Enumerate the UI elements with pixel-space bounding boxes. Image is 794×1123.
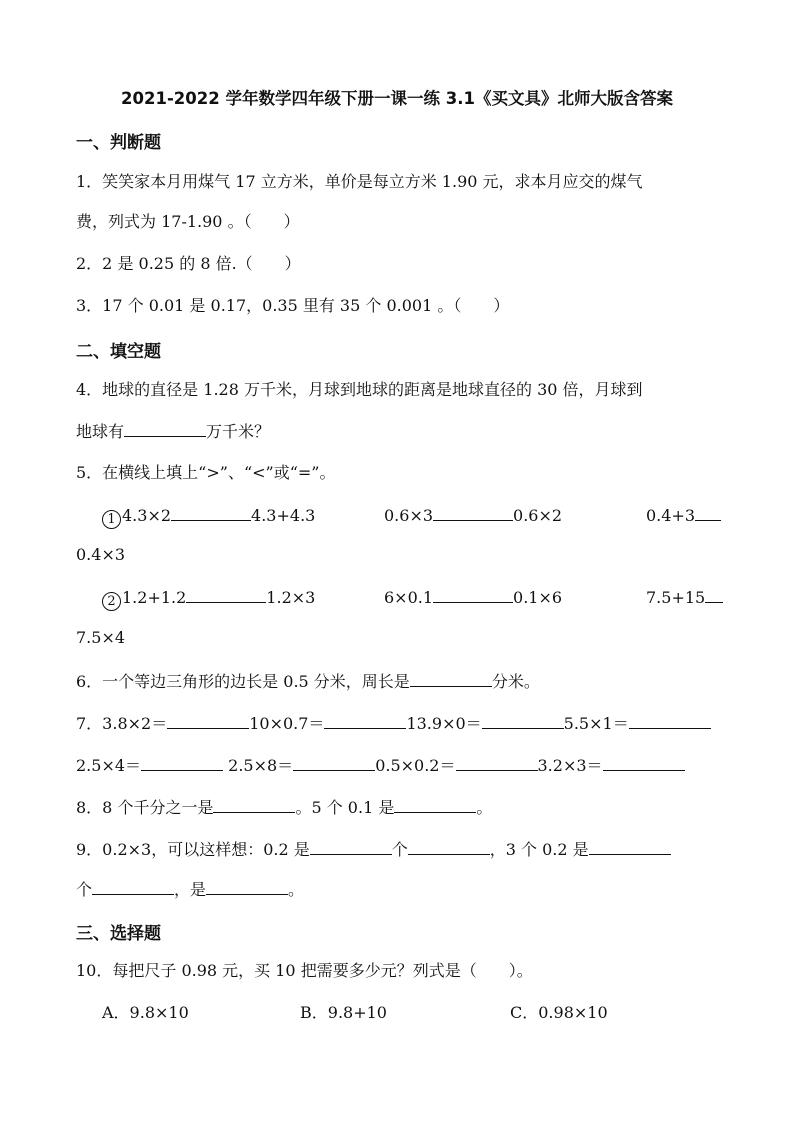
answer-blank[interactable] [206, 878, 288, 895]
q5-row1-item-c-continued: 0.4×3 [76, 545, 126, 564]
expression: 1.2+1.2 [122, 588, 187, 607]
answer-blank[interactable] [167, 712, 249, 729]
q5-row1-item-c [646, 504, 721, 526]
expression: 7.5+15 [646, 588, 706, 607]
answer-blank[interactable] [433, 586, 513, 603]
expression: 0.6×2 [513, 506, 563, 525]
expression: 0.1×6 [513, 588, 563, 607]
question-4-text-a: 地球有 [76, 422, 125, 441]
answer-blank[interactable] [705, 586, 723, 603]
question-9-text-c: ，3 个 0.2 是 [489, 840, 589, 859]
answer-blank[interactable] [410, 670, 492, 687]
question-4-line-2 [76, 420, 270, 442]
expression: 0.5×0.2＝ [375, 756, 456, 775]
q5-row2-item-a [102, 586, 315, 611]
question-5-intro: 5．在横线上填上“>”、“<”或“=”。 [76, 463, 336, 482]
question-4-text-b: 万千米？ [206, 422, 271, 441]
expression: 0.6×3 [384, 506, 434, 525]
question-2: 2．2 是 0.25 的 8 倍.（ ） [76, 254, 301, 273]
choice-option-a[interactable]: A．9.8×10 [102, 1003, 189, 1022]
question-7-row-1 [76, 712, 711, 734]
section-heading-fill-blank: 二、填空题 [76, 342, 161, 362]
question-6-text-a: 6．一个等边三角形的边长是 0.5 分米，周长是 [76, 672, 410, 691]
expression: 6×0.1 [384, 588, 434, 607]
question-9-line-1 [76, 838, 671, 860]
choice-option-c[interactable]: C．0.98×10 [510, 1003, 608, 1022]
question-9-text-e: ，是 [174, 880, 207, 899]
answer-blank[interactable] [124, 420, 206, 437]
question-4-line-1: 4．地球的直径是 1.28 万千米，月球到地球的距离是地球直径的 30 倍，月球到 [76, 380, 643, 399]
answer-blank[interactable] [482, 712, 564, 729]
q5-row2-item-c-continued: 7.5×4 [76, 628, 126, 647]
question-8-text-c: 。 [476, 798, 493, 817]
expression: 0.4+3 [646, 506, 696, 525]
q5-row1-item-a [102, 504, 315, 529]
answer-blank[interactable] [171, 504, 251, 521]
expression: 2.5×4＝ [76, 756, 142, 775]
page-title: 2021-2022 学年数学四年级下册一课一练 3.1《买文具》北师大版含答案 [121, 89, 673, 108]
question-9-text-f: 。 [288, 880, 305, 899]
expression: 4.3×2 [122, 506, 172, 525]
expression: 1.2×3 [266, 588, 316, 607]
answer-blank[interactable] [629, 712, 711, 729]
answer-blank[interactable] [324, 712, 406, 729]
answer-blank[interactable] [433, 504, 513, 521]
q5-row1-item-b [384, 504, 562, 526]
q5-row2-item-c [646, 586, 723, 608]
question-8-text-a: 8．8 个千分之一是 [76, 798, 214, 817]
choice-option-b[interactable]: B．9.8+10 [300, 1003, 387, 1022]
answer-blank[interactable] [589, 838, 671, 855]
expression: 10×0.7＝ [249, 714, 325, 733]
question-9-line-2 [76, 878, 304, 900]
expression: 5.5×1＝ [563, 714, 629, 733]
answer-blank[interactable] [92, 878, 174, 895]
expression: 7．3.8×2＝ [76, 714, 168, 733]
answer-blank[interactable] [310, 838, 392, 855]
question-1-line-2: 费，列式为 17-1.90 。（ ） [76, 212, 300, 231]
expression: 4.3+4.3 [251, 506, 316, 525]
section-heading-choice: 三、选择题 [76, 924, 161, 944]
question-7-row-2 [76, 754, 685, 776]
question-3: 3．17 个 0.01 是 0.17，0.35 里有 35 个 0.001 。（ ） [76, 296, 510, 315]
circled-number-1: 1 [102, 510, 121, 529]
answer-blank[interactable] [293, 754, 375, 771]
question-9-text-b: 个 [391, 840, 408, 859]
q5-row2-item-b [384, 586, 562, 608]
question-6-text-b: 分米。 [491, 672, 540, 691]
expression: 2.5×8＝ [228, 756, 294, 775]
answer-blank[interactable] [695, 504, 721, 521]
question-9-text-d: 个 [76, 880, 93, 899]
answer-blank[interactable] [408, 838, 490, 855]
answer-blank[interactable] [394, 796, 476, 813]
circled-number-2: 2 [102, 592, 121, 611]
answer-blank[interactable] [186, 586, 266, 603]
question-1-line-1: 1．笑笑家本月用煤气 17 立方米，单价是每立方米 1.90 元，求本月应交的煤气 [76, 172, 643, 191]
answer-blank[interactable] [141, 754, 223, 771]
section-heading-judgement: 一、判断题 [76, 133, 161, 153]
question-9-text-a: 9．0.2×3，可以这样想：0.2 是 [76, 840, 310, 859]
question-8-text-b: 。5 个 0.1 是 [295, 798, 395, 817]
expression: 13.9×0＝ [406, 714, 482, 733]
answer-blank[interactable] [456, 754, 538, 771]
expression: 3.2×3＝ [537, 756, 603, 775]
answer-blank[interactable] [603, 754, 685, 771]
question-6 [76, 670, 540, 692]
question-10-stem: 10．每把尺子 0.98 元，买 10 把需要多少元？列式是（ ）。 [76, 961, 533, 980]
question-8 [76, 796, 492, 818]
answer-blank[interactable] [213, 796, 295, 813]
